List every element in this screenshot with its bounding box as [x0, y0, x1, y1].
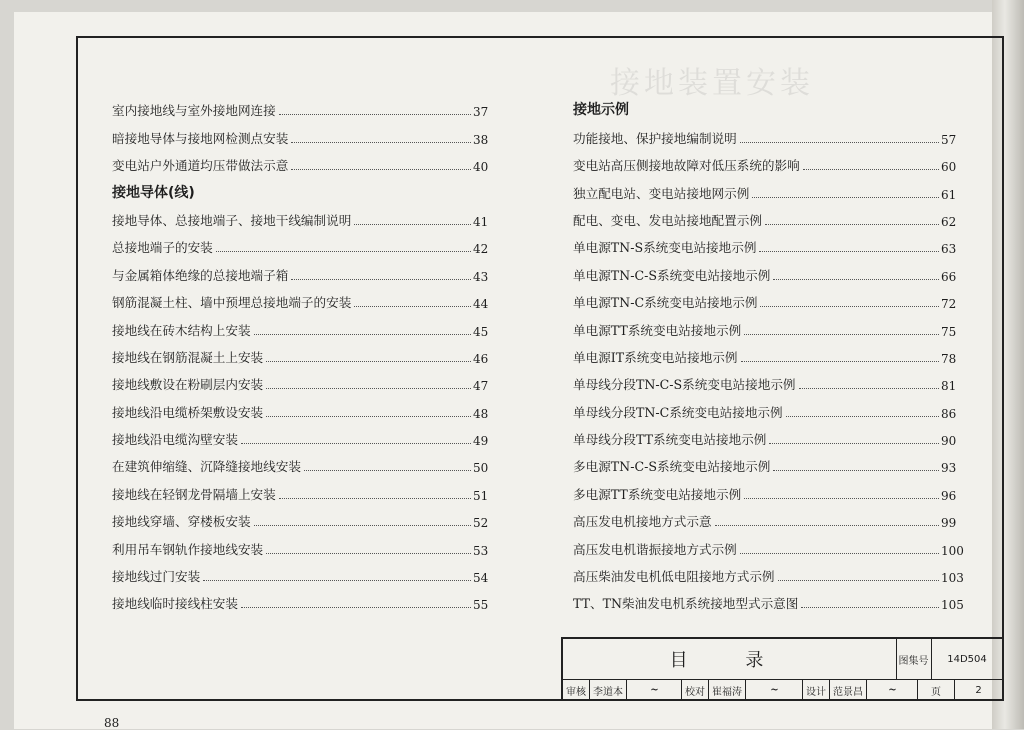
toc-right-column — [573, 92, 963, 612]
toc-entry — [573, 284, 963, 311]
title-block-title: 目 录 — [563, 639, 897, 679]
toc-section-heading: 接地导体(线) — [112, 184, 195, 201]
toc-entry-page: 42 — [473, 242, 489, 257]
toc-entry — [573, 202, 963, 229]
toc-leader-dots — [744, 498, 939, 499]
toc-entry — [112, 503, 495, 530]
toc-entry-page: 66 — [941, 269, 957, 284]
toc-entry-title: 接地线过门安装 — [112, 569, 201, 585]
toc-entry-page: 86 — [941, 406, 957, 421]
toc-entry — [573, 503, 963, 530]
toc-section-heading: 接地示例 — [573, 102, 629, 119]
toc-leader-dots — [354, 224, 471, 225]
toc-leader-dots — [744, 334, 939, 335]
title-block — [561, 637, 1002, 699]
toc-entry — [112, 475, 495, 502]
toc-leader-dots — [760, 306, 939, 307]
toc-entry-page: 96 — [941, 488, 957, 503]
toc-entry-title: 单母线分段TT系统变电站接地示例 — [573, 432, 767, 448]
toc-leader-dots — [291, 279, 471, 280]
toc-entry-title: 与金属箱体绝缘的总接地端子箱 — [112, 267, 289, 283]
toc-entry-title: 接地线敷设在粉刷层内安装 — [112, 377, 264, 393]
toc-left-column — [112, 92, 495, 612]
toc-entry — [573, 530, 963, 557]
toc-leader-dots — [765, 224, 939, 225]
toc-entry-page: 52 — [473, 516, 489, 531]
toc-entry — [573, 174, 963, 201]
toc-entry-page: 37 — [473, 105, 489, 120]
toc-leader-dots — [715, 525, 939, 526]
toc-leader-dots — [801, 607, 939, 608]
toc-leader-dots — [803, 169, 939, 170]
design-signature: ~ — [867, 680, 918, 700]
toc-leader-dots — [203, 580, 471, 581]
toc-leader-dots — [279, 114, 471, 115]
toc-entry-title: 变电站户外通道均压带做法示意 — [112, 158, 289, 174]
toc-entry-page: 61 — [941, 187, 957, 202]
toc-entry-page: 40 — [473, 160, 489, 175]
toc-entry — [112, 530, 495, 557]
toc-entry-page: 47 — [473, 379, 489, 394]
toc-entry-title: 变电站高压侧接地故障对低压系统的影响 — [573, 158, 800, 174]
toc-entry — [112, 92, 495, 119]
toc-entry — [573, 229, 963, 256]
toc-entry-title: 功能接地、保护接地编制说明 — [573, 130, 737, 146]
toc-entry — [112, 585, 495, 612]
toc-entry — [573, 119, 963, 146]
toc-entry — [112, 421, 495, 448]
toc-entry-title: 单母线分段TN-C-S系统变电站接地示例 — [573, 377, 796, 393]
toc-entry-title: 单电源TN-S系统变电站接地示例 — [573, 240, 757, 256]
toc-leader-dots — [266, 361, 471, 362]
toc-entry-title: 接地线在砖木结构上安装 — [112, 322, 251, 338]
toc-entry-page: 99 — [941, 516, 957, 531]
toc-entry-title: 配电、变电、发电站接地配置示例 — [573, 212, 762, 228]
review-label: 审核 — [563, 680, 590, 700]
toc-leader-dots — [740, 142, 939, 143]
toc-entry-title: 总接地端子的安装 — [112, 240, 213, 256]
toc-leader-dots — [291, 142, 471, 143]
toc-entry-title: 高压柴油发电机低电阻接地方式示例 — [573, 569, 775, 585]
toc-entry — [112, 393, 495, 420]
toc-entry-title: 室内接地线与室外接地网连接 — [112, 103, 276, 119]
toc-entry — [112, 147, 495, 174]
page-label: 页 — [918, 680, 955, 700]
review-name: 李道本 — [590, 680, 627, 700]
toc-entry — [112, 284, 495, 311]
toc-entry — [573, 339, 963, 366]
atlas-label: 图集号 — [896, 639, 932, 679]
toc-entry-page: 100 — [941, 543, 964, 558]
toc-leader-dots — [740, 553, 939, 554]
toc-entry-page: 62 — [941, 214, 957, 229]
toc-leader-dots — [266, 388, 471, 389]
check-signature: ~ — [746, 680, 803, 700]
toc-entry-title: 利用吊车钢轨作接地线安装 — [112, 541, 264, 557]
toc-entry-title: 暗接地导体与接地网检测点安装 — [112, 130, 289, 146]
toc-leader-dots — [786, 416, 939, 417]
toc-entry-title: TT、TN柴油发电机系统接地型式示意图 — [573, 596, 799, 612]
toc-leader-dots — [752, 197, 939, 198]
toc-entry-title: 独立配电站、变电站接地网示例 — [573, 185, 750, 201]
toc-entry-page: 55 — [473, 598, 489, 613]
toc-entry — [112, 448, 495, 475]
toc-entry-page: 41 — [473, 214, 489, 229]
design-label: 设计 — [803, 680, 830, 700]
toc-entry-page: 90 — [941, 434, 957, 449]
toc-leader-dots — [241, 607, 471, 608]
toc-leader-dots — [254, 525, 471, 526]
toc-entry-page: 53 — [473, 543, 489, 558]
toc-entry-page: 45 — [473, 324, 489, 339]
toc-leader-dots — [266, 553, 471, 554]
check-name: 崔福涛 — [709, 680, 746, 700]
toc-entry-page: 49 — [473, 434, 489, 449]
review-signature: ~ — [627, 680, 682, 700]
toc-entry — [573, 366, 963, 393]
toc-entry-page: 105 — [941, 598, 964, 613]
toc-entry — [112, 311, 495, 338]
design-name: 范景昌 — [830, 680, 867, 700]
bleed-through-title: 接地装置安装 — [610, 66, 814, 101]
toc-leader-dots — [279, 498, 471, 499]
toc-leader-dots — [799, 388, 939, 389]
toc-leader-dots — [769, 443, 939, 444]
toc-leader-dots — [354, 306, 471, 307]
toc-leader-dots — [741, 361, 940, 362]
signature-row — [563, 679, 1002, 700]
toc-entry-title: 单电源TN-C-S系统变电站接地示例 — [573, 267, 771, 283]
toc-entry — [112, 339, 495, 366]
toc-entry-title: 多电源TT系统变电站接地示例 — [573, 486, 742, 502]
toc-entry-page: 93 — [941, 461, 957, 476]
toc-entry — [573, 421, 963, 448]
toc-entry-page: 57 — [941, 132, 957, 147]
toc-entry-title: 在建筑伸缩缝、沉降缝接地线安装 — [112, 459, 301, 475]
toc-entry — [573, 448, 963, 475]
toc-entry-page: 75 — [941, 324, 957, 339]
toc-leader-dots — [241, 443, 471, 444]
toc-entry-title: 单电源TN-C系统变电站接地示例 — [573, 295, 758, 311]
toc-entry — [112, 229, 495, 256]
toc-entry — [573, 256, 963, 283]
toc-leader-dots — [759, 251, 939, 252]
toc-entry-title: 接地线沿电缆沟壁安装 — [112, 432, 238, 448]
toc-leader-dots — [773, 470, 939, 471]
toc-entry-page: 51 — [473, 488, 489, 503]
toc-entry — [573, 393, 963, 420]
toc-leader-dots — [304, 470, 471, 471]
toc-leader-dots — [773, 279, 939, 280]
toc-entry-title: 单电源IT系统变电站接地示例 — [573, 349, 738, 365]
toc-entry-title: 钢筋混凝土柱、墙中预埋总接地端子的安装 — [112, 295, 352, 311]
toc-entry-title: 接地线在钢筋混凝土上安装 — [112, 349, 264, 365]
toc-entry — [573, 558, 963, 585]
check-label: 校对 — [682, 680, 709, 700]
toc-entry-page: 54 — [473, 571, 489, 586]
toc-entry — [112, 202, 495, 229]
toc-entry-page: 63 — [941, 242, 957, 257]
toc-entry-page: 103 — [941, 571, 964, 586]
toc-leader-dots — [254, 334, 471, 335]
toc-entry-title: 高压发电机接地方式示意 — [573, 514, 712, 530]
toc-entry-title: 高压发电机谐振接地方式示例 — [573, 541, 737, 557]
toc-entry — [112, 366, 495, 393]
toc-entry-page: 78 — [941, 351, 957, 366]
toc-entry — [112, 119, 495, 146]
toc-leader-dots — [291, 169, 471, 170]
toc-entry-page: 48 — [473, 406, 489, 421]
toc-entry-page: 43 — [473, 269, 489, 284]
toc-leader-dots — [778, 580, 940, 581]
toc-entry-page: 72 — [941, 297, 957, 312]
toc-entry — [112, 558, 495, 585]
toc-entry-title: 接地线穿墙、穿楼板安装 — [112, 514, 251, 530]
toc-entry — [573, 585, 963, 612]
toc-entry — [573, 475, 963, 502]
toc-entry-title: 接地线沿电缆桥架敷设安装 — [112, 404, 264, 420]
toc-entry-page: 44 — [473, 297, 489, 312]
toc-entry-title: 接地线临时接线柱安装 — [112, 596, 238, 612]
toc-entry-title: 接地导体、总接地端子、接地干线编制说明 — [112, 212, 352, 228]
page-value: 2 — [975, 684, 982, 696]
toc-entry-title: 单电源TT系统变电站接地示例 — [573, 322, 742, 338]
toc-entry-page: 50 — [473, 461, 489, 476]
toc-entry-page: 38 — [473, 132, 489, 147]
toc-entry-title: 接地线在轻钢龙骨隔墙上安装 — [112, 486, 276, 502]
toc-entry — [112, 256, 495, 283]
atlas-number: 14D504 — [947, 653, 987, 665]
toc-entry-page: 60 — [941, 160, 957, 175]
toc-entry-page: 46 — [473, 351, 489, 366]
toc-entry-title: 多电源TN-C-S系统变电站接地示例 — [573, 459, 771, 475]
toc-entry — [573, 147, 963, 174]
book-page-number: 88 — [104, 716, 120, 730]
toc-leader-dots — [216, 251, 471, 252]
toc-leader-dots — [266, 416, 471, 417]
toc-entry-page: 81 — [941, 379, 957, 394]
toc-entry — [573, 311, 963, 338]
toc-entry-title: 单母线分段TN-C系统变电站接地示例 — [573, 404, 783, 420]
